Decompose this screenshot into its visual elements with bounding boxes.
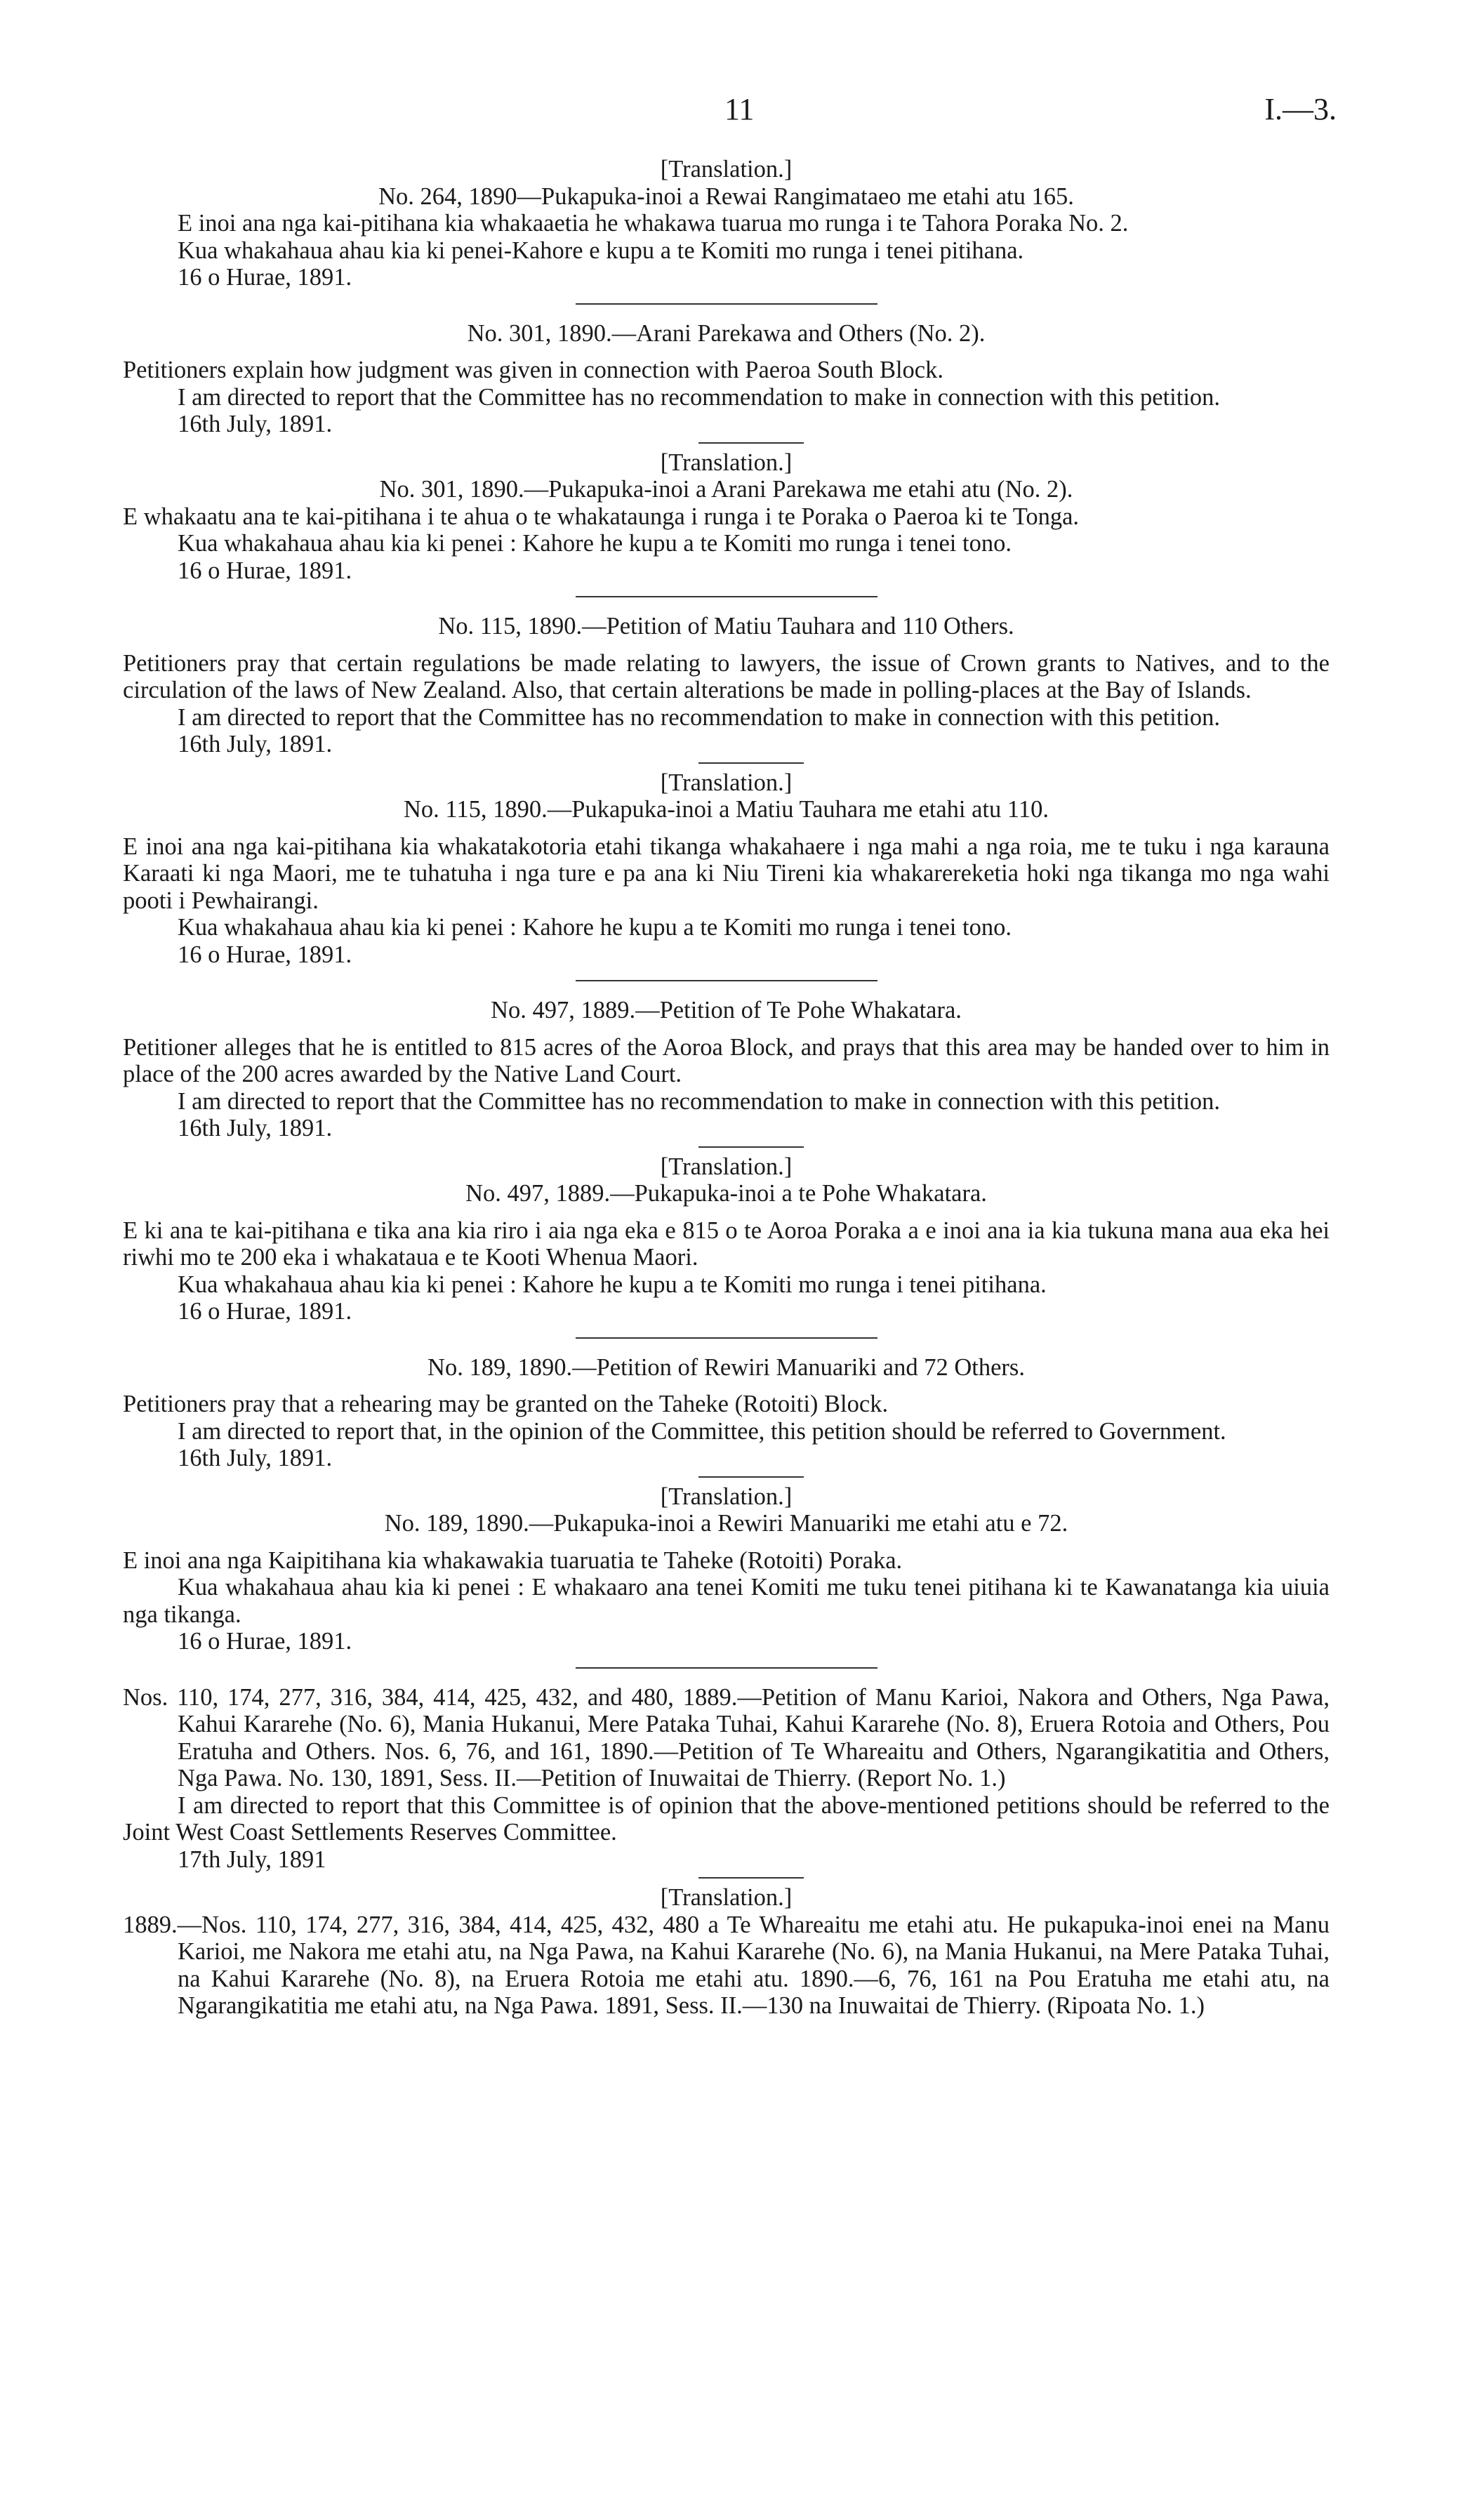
petition-115: [123, 613, 1330, 758]
section-divider: [576, 596, 877, 597]
translation-divider: [698, 1476, 804, 1478]
spacer: [123, 1537, 1330, 1547]
petition-115-translation: [123, 769, 1330, 969]
entry-paragraph: Kua whakahaua ahau kia ki penei : Kahore he kupu a te Komiti mo runga i tenei tono.: [178, 530, 1012, 557]
petition-189: [123, 1354, 1330, 1472]
entry-paragraph: Kua whakahaua ahau kia ki penei-Kahore e kupu a te Komiti mo runga i tenei pitihana.: [178, 237, 1024, 264]
page-number: 11: [724, 92, 755, 126]
entry-date: 16th July, 1891.: [178, 1445, 333, 1471]
entry-date: 16th July, 1891.: [178, 1115, 333, 1141]
document-reference: I.—3.: [1264, 92, 1337, 126]
translation-label: [Translation.]: [660, 769, 793, 796]
spacer: [123, 1207, 1330, 1217]
petition-497-translation: [123, 1153, 1330, 1325]
entry-paragraph: Kua whakahaua ahau kia ki penei : E whakaaro ana tenei Komiti me tuku tenei pitihana ki te Kawanatanga kia uiuia nga tikanga.: [123, 1574, 1330, 1628]
entry-title: No. 189, 1890.—Pukapuka-inoi a Rewiri Manuariki me etahi atu e 72.: [384, 1510, 1068, 1537]
spacer: [123, 1024, 1330, 1034]
entry-title: No. 301, 1890.—Pukapuka-inoi a Arani Parekawa me etahi atu (No. 2).: [379, 476, 1073, 503]
entry-title: No. 115, 1890.—Pukapuka-inoi a Matiu Tauhara me etahi atu 110.: [404, 796, 1049, 823]
entry-paragraph: I am directed to report that the Committee has no recommendation to make in connection with this petition.: [178, 383, 1221, 411]
translation-label: [Translation.]: [660, 156, 793, 183]
translation-divider: [698, 762, 804, 764]
entry-date: 16 o Hurae, 1891.: [178, 941, 352, 968]
translation-divider: [698, 442, 804, 444]
entry-paragraph: Petitioners pray that a rehearing may be granted on the Taheke (Rotoiti) Block.: [123, 1391, 889, 1417]
petitions-west-coast-translation: [123, 1884, 1330, 2020]
section-divider: [576, 1667, 877, 1669]
entry-paragraph: Petitioner alleges that he is entitled to 815 acres of the Aoroa Block, and prays that this area may be handed over to him in place of the 200 acres awarded by the Native Land Court.: [123, 1033, 1330, 1087]
entry-paragraph: E inoi ana nga kai-pitihana kia whakatakotoria etahi tikanga whakahaere i nga mahi a nga roia, me te tuku i nga karauna Karaati ki nga Maori, me te tuhatuha i nga ture e pa ana ki Niu Tireni kia whakarereketia hoki nga tikanga mo nga wahi pooti i Pewhairangi.: [123, 833, 1330, 914]
entry-paragraph: E whakaatu ana te kai-pitihana i te ahua o te whakataunga i runga i te Poraka o Paeroa ki te Tonga.: [123, 503, 1080, 530]
entry-date: 16 o Hurae, 1891.: [178, 264, 352, 291]
entry-title: No. 301, 1890.—Arani Parekawa and Others (No. 2).: [467, 319, 986, 347]
petition-189-translation: [123, 1483, 1330, 1655]
translation-label: [Translation.]: [660, 1483, 793, 1510]
page-content: [123, 156, 1330, 2020]
translation-label: [Translation.]: [660, 449, 793, 476]
spacer: [123, 823, 1330, 833]
entry-paragraph: Kua whakahaua ahau kia ki penei : Kahore he kupu a te Komiti mo runga i tenei tono.: [178, 914, 1012, 941]
entry-title: No. 115, 1890.—Petition of Matiu Tauhara and 110 Others.: [438, 613, 1014, 640]
entry-paragraph: Kua whakahaua ahau kia ki penei : Kahore he kupu a te Komiti mo runga i tenei pitihana.: [178, 1271, 1047, 1298]
petitions-west-coast: [123, 1684, 1330, 1874]
entry-paragraph: 1889.—Nos. 110, 174, 277, 316, 384, 414, 425, 432, 480 a Te Whareaitu me etahi atu. He pukapuka-inoi enei na Manu Karioi, me Nakora me etahi atu, na Nga Pawa, na Kahui Kararehe (No. 6), na Mania Hukanui, na Mere Pataka Tuhai, na Kahui Kararehe (No. 8), na Eruera Rotoia me etahi atu. 1890.—6, 76, 161 na Pou Eratuha me etahi atu, na Ngarangikatitia me etahi atu, na Nga Pawa. 1891, Sess. II.—130 na Inuwaitai de Thierry. (Ripoata No. 1.): [123, 1911, 1330, 2019]
entry-date: 16 o Hurae, 1891.: [178, 557, 352, 584]
entry-title: No. 189, 1890.—Petition of Rewiri Manuariki and 72 Others.: [428, 1353, 1025, 1381]
entry-title: No. 497, 1889.—Petition of Te Pohe Whakatara.: [491, 997, 962, 1024]
petition-301-translation: [123, 449, 1330, 585]
entry-date: 16th July, 1891.: [178, 731, 333, 757]
translation-label: [Translation.]: [660, 1884, 793, 1911]
entry-date: 16 o Hurae, 1891.: [178, 1298, 352, 1325]
entry-paragraph: Petitioners pray that certain regulations be made relating to lawyers, the issue of Crown grants to Natives, and to the circulation of the laws of New Zealand. Also, that certain alterations be made in polling-places at the Bay of Islands.: [123, 649, 1330, 703]
translation-divider: [698, 1877, 804, 1879]
spacer: [123, 1381, 1330, 1391]
entry-paragraph: E inoi ana nga Kaipitihana kia whakawakia tuaruatia te Taheke (Rotoiti) Poraka.: [123, 1546, 903, 1574]
entry-paragraph: I am directed to report that the Committee has no recommendation to make in connection with this petition.: [178, 1087, 1221, 1115]
entry-date: 17th July, 1891: [178, 1846, 326, 1873]
petition-497: [123, 997, 1330, 1142]
entry-paragraph: E inoi ana nga kai-pitihana kia whakaaetia he whakawa tuarua mo runga i te Tahora Poraka No. 2.: [178, 210, 1129, 237]
entry-date: 16th July, 1891.: [178, 411, 333, 437]
section-divider: [576, 980, 877, 981]
entry-paragraph: E ki ana te kai-pitihana e tika ana kia riro i aia nga eka e 815 o te Aoroa Poraka a e inoi ana ia kia tukuna mana aua eka hei riwhi mo te 200 eka i whakataua e te Kooti Whenua Maori.: [123, 1217, 1330, 1271]
entry-title: No. 497, 1889.—Pukapuka-inoi a te Pohe Whakatara.: [465, 1180, 987, 1207]
petition-301: [123, 320, 1330, 438]
entry-paragraph: Petitioners explain how judgment was given in connection with Paeroa South Block.: [123, 357, 943, 383]
entry-paragraph: I am directed to report that the Committee has no recommendation to make in connection with this petition.: [178, 703, 1221, 731]
section-divider: [576, 303, 877, 305]
translation-label: [Translation.]: [660, 1153, 793, 1180]
translation-divider: [698, 1146, 804, 1148]
spacer: [123, 347, 1330, 357]
entry-paragraph: I am directed to report that, in the opinion of the Committee, this petition should be referred to Government.: [178, 1417, 1226, 1445]
petition-264-translation: [123, 156, 1330, 291]
entry-date: 16 o Hurae, 1891.: [178, 1628, 352, 1655]
spacer: [123, 640, 1330, 650]
entry-title: No. 264, 1890—Pukapuka-inoi a Rewai Rangimataeo me etahi atu 165.: [378, 183, 1074, 210]
entry-paragraph: I am directed to report that this Committee is of opinion that the above-mentioned petitions should be referred to the Joint West Coast Settlements Reserves Committee.: [123, 1791, 1330, 1846]
section-divider: [576, 1337, 877, 1339]
entry-title: Nos. 110, 174, 277, 316, 384, 414, 425, 432, and 480, 1889.—Petition of Manu Karioi, Nakora and Others, Nga Pawa, Kahui Kararehe (No. 6), Mania Hukanui, Mere Pataka Tuhai, Kahui Kararehe (No. 8), Eruera Rotoia and Others, Pou Eratuha and Others. Nos. 6, 76, and 161, 1890.—Petition of Te Whareaitu and Others, Ngarangikatitia and Others, Nga Pawa. No. 130, 1891, Sess. II.—Petition of Inuwaitai de Thierry. (Report No. 1.): [123, 1683, 1330, 1791]
